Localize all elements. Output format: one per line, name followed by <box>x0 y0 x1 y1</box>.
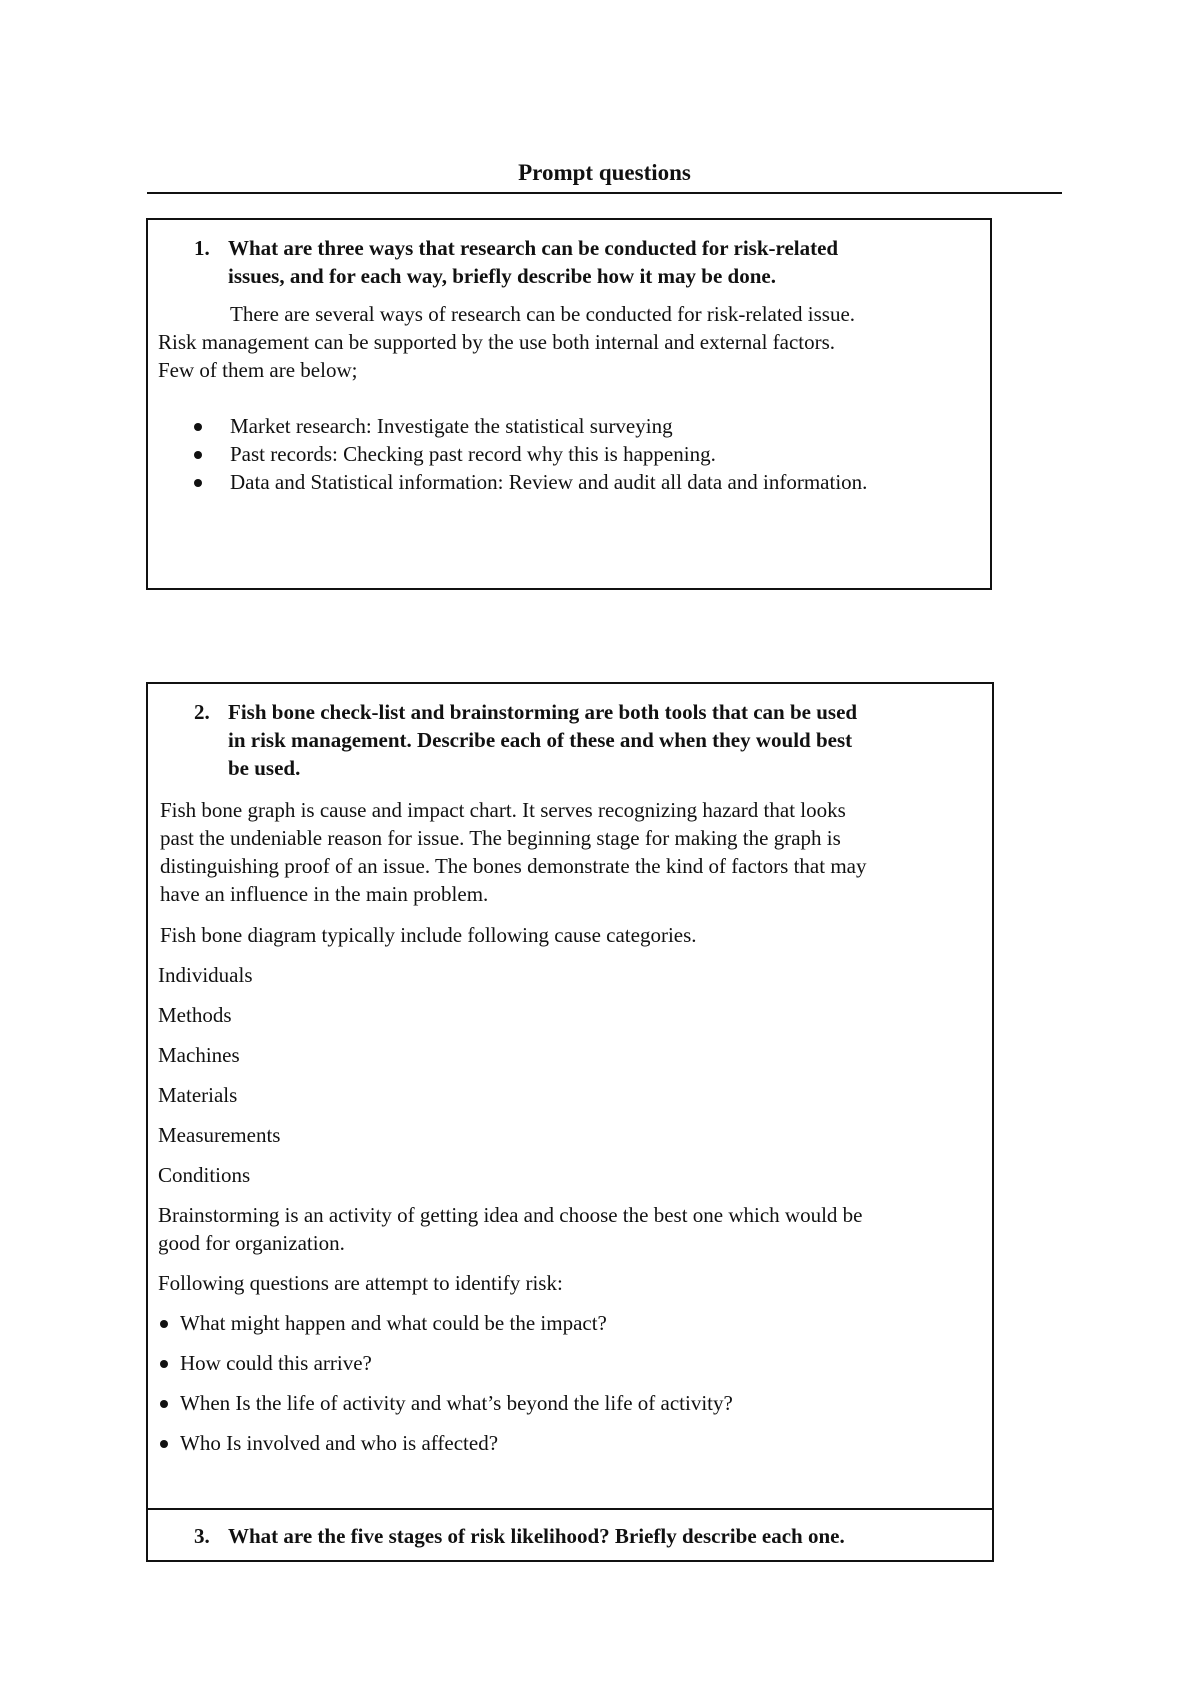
q1-intro-line-3: Few of them are below; <box>158 358 358 382</box>
q1-bullet-1: Market research: Investigate the statistical surveying <box>230 414 673 438</box>
q1-intro-line-1: There are several ways of research can be conducted for risk-related issue. <box>230 302 856 326</box>
q2-bullet-2: How could this arrive? <box>180 1351 372 1375</box>
q2-para1-line-1: Fish bone graph is cause and impact chart. It serves recognizing hazard that looks <box>160 798 846 822</box>
q2-para1-line-3: distinguishing proof of an issue. The bones demonstrate the kind of factors that may <box>160 854 867 878</box>
category-item: Machines <box>158 1043 240 1067</box>
bullet-icon <box>194 423 202 431</box>
q1-bullet-3: Data and Statistical information: Review and audit all data and information. <box>230 470 868 494</box>
q2-para2: Fish bone diagram typically include following cause categories. <box>160 923 697 947</box>
question-2-line-1: Fish bone check-list and brainstorming are both tools that can be used <box>228 700 858 724</box>
question-1-line-1: What are three ways that research can be conducted for risk-related <box>228 236 839 260</box>
q2-bullet-4: Who Is involved and who is affected? <box>180 1431 499 1455</box>
question-2-number: 2. <box>194 700 210 724</box>
question-1-line-2: issues, and for each way, briefly describe how it may be done. <box>228 264 776 288</box>
q2-para1-line-4: have an influence in the main problem. <box>160 882 489 906</box>
category-item: Individuals <box>158 963 253 987</box>
category-item: Conditions <box>158 1163 251 1187</box>
q2-bullet-1: What might happen and what could be the impact? <box>180 1311 607 1335</box>
question-2-line-3: be used. <box>228 756 301 780</box>
q1-bullet-2: Past records: Checking past record why this is happening. <box>230 442 716 466</box>
brainstorm-line-2: good for organization. <box>158 1231 345 1255</box>
question-2-box <box>146 682 994 1510</box>
page-title: Prompt questions <box>518 160 691 185</box>
category-item: Materials <box>158 1083 238 1107</box>
question-1-box <box>146 218 992 590</box>
title-divider <box>147 192 1062 194</box>
bullet-icon <box>160 1400 168 1408</box>
question-1-number: 1. <box>194 236 210 260</box>
q1-intro-line-2: Risk management can be supported by the use both internal and external factors. <box>158 330 836 354</box>
bullet-icon <box>160 1320 168 1328</box>
bullet-icon <box>194 479 202 487</box>
category-item: Measurements <box>158 1123 281 1147</box>
category-item: Methods <box>158 1003 232 1027</box>
bullet-icon <box>194 451 202 459</box>
question-3-text: What are the five stages of risk likelihood? Briefly describe each one. <box>228 1524 845 1548</box>
questions-intro: Following questions are attempt to identify risk: <box>158 1271 563 1295</box>
bullet-icon <box>160 1440 168 1448</box>
brainstorm-line-1: Brainstorming is an activity of getting idea and choose the best one which would be <box>158 1203 863 1227</box>
question-3-number: 3. <box>194 1524 210 1548</box>
q2-bullet-3: When Is the life of activity and what’s beyond the life of activity? <box>180 1391 733 1415</box>
question-3-box <box>146 1508 994 1562</box>
question-2-line-2: in risk management. Describe each of these and when they would best <box>228 728 853 752</box>
bullet-icon <box>160 1360 168 1368</box>
q2-para1-line-2: past the undeniable reason for issue. The beginning stage for making the graph is <box>160 826 841 850</box>
